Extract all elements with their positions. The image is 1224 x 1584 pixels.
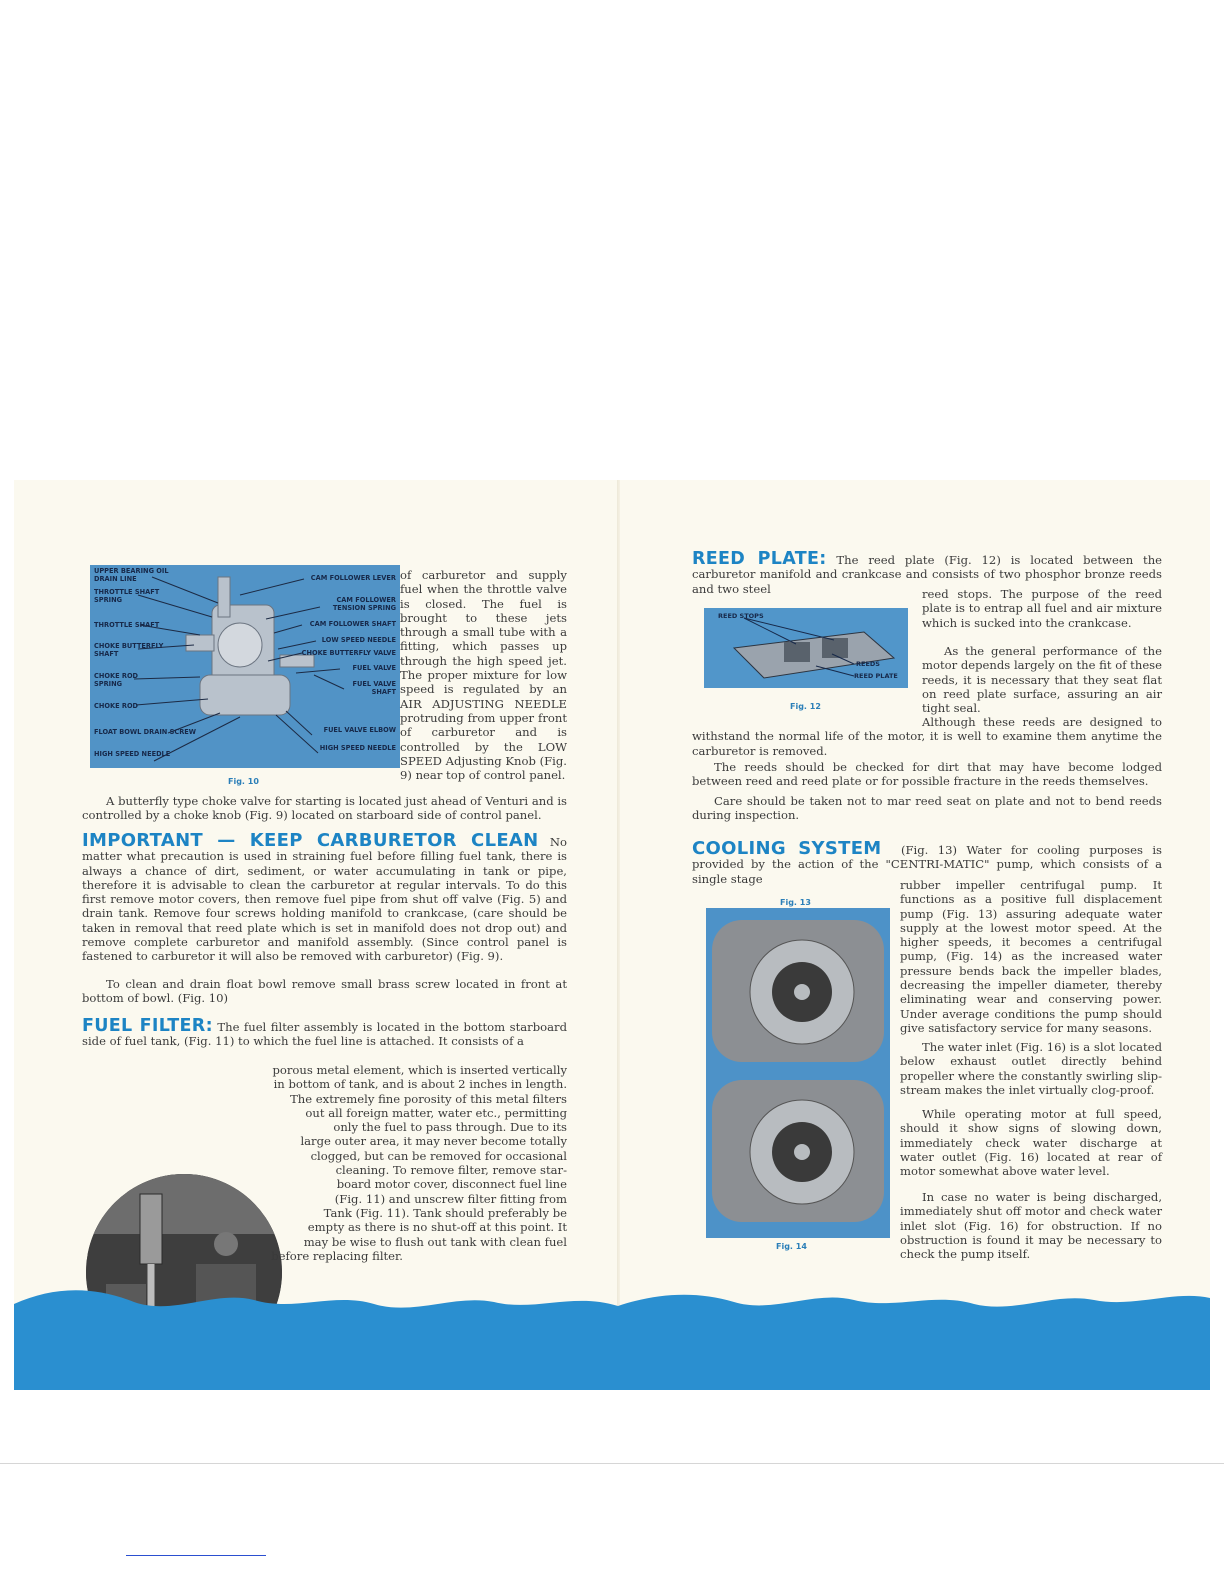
label-high-speed-needle-right: HIGH SPEED NEEDLE <box>319 744 396 752</box>
fuel-filter-line: large outer area, it may never become totally <box>300 1134 567 1149</box>
page-left <box>14 480 618 1390</box>
reed-plate-heading: REED PLATE: <box>692 549 827 569</box>
impeller-illustration <box>706 908 890 1238</box>
fuel-filter-line: may be wise to flush out tank with clean fuel <box>303 1234 567 1249</box>
label-reed-plate: REED PLATE <box>854 672 898 680</box>
carburetor-side-text: of carburetor and supply fuel when the throttle valve is closed. The fuel is brought to these jets through a small tube with a fitting, which passes up through the high speed jet. The proper mixture for low speed is regulated by an AIR ADJUSTING NEEDLE protruding from upper front of carburetor and is controlled by the LOW SPEED Adjusting Knob (Fig. 9) near top of control panel. <box>400 568 567 783</box>
reed-although-span: Although these reeds are designed to withstand the normal life of the motor, it is well to examine them anytime the carburetor is removed. <box>692 715 1162 758</box>
label-float-bowl-drain-screw: FLOAT BOWL DRAIN SCREW <box>94 728 197 736</box>
fuel-filter-line: board motor cover, disconnect fuel line <box>336 1177 567 1192</box>
fuel-filter-line: in bottom of tank, and is about 2 inches in length. <box>273 1077 567 1092</box>
label-throttle-shaft-spring: THROTTLE SHAFT SPRING <box>94 588 160 604</box>
label-cam-follower-tension-spring: CAM FOLLOWER TENSION SPRING <box>332 596 396 612</box>
important-heading: IMPORTANT — KEEP CARBURETOR CLEAN <box>82 830 539 851</box>
fuel-filter-line: cleaning. To remove filter, remove star- <box>335 1163 567 1178</box>
fig13-caption: Fig. 13 <box>780 898 811 907</box>
reed-performance-text: As the general performance of the motor depends largely on the fit of these reeds, it is necessary that they seat flat on reed plate surface, assuring an air tight seal. <box>922 644 1162 716</box>
float-bowl-paragraph: To clean and drain float bowl remove small brass screw located in front at bottom of bowl. (Fig. 10) <box>82 977 567 1006</box>
figure-10-carburetor <box>90 565 400 768</box>
operating-text: While operating motor at full speed, should it show signs of slowing down, immediately check water discharge at water outlet (Fig. 16) located at rear of motor somewhat above water level. <box>900 1107 1162 1179</box>
fuel-filter-line: (Fig. 11) and unscrew filter fitting from <box>334 1191 567 1206</box>
label-choke-butterfly-shaft: CHOKE BUTTERFLY SHAFT <box>94 642 164 658</box>
label-low-speed-needle: LOW SPEED NEEDLE <box>321 636 396 644</box>
fuel-filter-line: Tank (Fig. 11). Tank should preferably be <box>323 1205 567 1220</box>
cooling-system-heading: COOLING SYSTEM <box>692 838 882 859</box>
fuel-filter-line: out all foreign matter, water etc., permitting <box>305 1105 567 1120</box>
label-choke-rod-spring: CHOKE ROD SPRING <box>94 672 139 688</box>
important-section <box>82 830 567 964</box>
important-text: No matter what precaution is used in straining fuel before filling fuel tank, there is always a chance of dirt, sediment, or water accumulating in tank or pipe, therefore it is advisable to clean the carburetor at regular intervals. To do this first remove motor covers, then remove fuel pipe from shut off valve (Fig. 5) and drain tank. Remove four screws holding manifold to crankcase, (care should be taken in removal that reed plate which is set in manifold does not drop out) and remove complete carburetor and manifold assembly. (Since control panel is fastened to carburetor it will also be removed with carburetor) (Fig. 9). <box>82 835 567 964</box>
label-cam-follower-shaft: CAM FOLLOWER SHAFT <box>309 620 396 628</box>
footnote-rule <box>126 1555 266 1556</box>
cooling-side-text: rubber impeller centrifugal pump. It functions as a positive full displacement pump (Fig. 13) assuring adequate water supply at the lowest motor speed. At the higher speeds, it becomes a centrifugal pump, (Fig. 14) as the increased water pressure bends back the impeller blades, decreasing the impeller diameter, thereby eliminating wear and conserving power. Under average conditions the pump should give satisfactory service for many seasons. <box>900 878 1162 1035</box>
reed-checked-text: The reeds should be checked for dirt that may have become lodged between reed and reed plate or for possible fracture in the reeds themselves. <box>692 760 1162 789</box>
label-fuel-valve-elbow: FUEL VALVE ELBOW <box>323 726 396 734</box>
figure-12-reed-plate <box>704 608 908 688</box>
label-high-speed-needle-left: HIGH SPEED NEEDLE <box>94 750 171 758</box>
fig14-caption: Fig. 14 <box>776 1242 807 1251</box>
reed-plate-lead: The reed plate (Fig. 12) is located between the carburetor manifold and crankcase and consists of two phosphor bronze reeds and two steel <box>692 553 1163 596</box>
fuel-filter-line: porous metal element, which is inserted vertically <box>272 1063 567 1077</box>
reed-side-text: reed stops. The purpose of the reed plate is to entrap all fuel and air mixture which is sucked into the crankcase. <box>922 587 1162 630</box>
label-reed-stops: REED STOPS <box>718 612 764 620</box>
fig10-caption: Fig. 10 <box>228 777 259 786</box>
label-upper-bearing: UPPER BEARING OIL DRAIN LINE <box>94 567 169 583</box>
cooling-lead: (Fig. 13) Water for cooling purposes is provided by the action of the "CENTRI-MATIC" pump, which consists of a single stage <box>692 843 1162 886</box>
fuel-filter-section <box>82 1016 567 1049</box>
page-right <box>620 480 1210 1390</box>
fuel-filter-line: clogged, but can be removed for occasional <box>310 1148 567 1163</box>
label-choke-rod: CHOKE ROD <box>94 702 139 710</box>
label-reeds: REEDS <box>856 660 880 668</box>
reed-although-text <box>692 715 1162 758</box>
booklet-spread <box>14 480 1210 1390</box>
figure-13-14-pump-photos <box>706 908 890 1238</box>
wave-decoration <box>14 1286 1210 1390</box>
fuel-filter-line: only the fuel to pass through. Due to its <box>333 1120 567 1135</box>
fuel-filter-lead: The fuel filter assembly is located in the bottom starboard side of fuel tank, (Fig. 11) to which the fuel line is attached. It consists of a <box>82 1020 567 1049</box>
fuel-filter-line: empty as there is no shut-off at this point. It <box>307 1220 567 1235</box>
fuel-filter-line: before replacing filter. <box>271 1248 403 1263</box>
no-water-text: In case no water is being discharged, immediately shut off motor and check water inlet slot (Fig. 16) for obstruction. If no obstruction is found it may be necessary to check the pump itself. <box>900 1190 1162 1262</box>
scan-edge-line <box>0 1463 1224 1464</box>
fuel-filter-line: The extremely fine porosity of this metal filters <box>290 1091 567 1106</box>
choke-paragraph: A butterfly type choke valve for starting is located just ahead of Venturi and is controlled by a choke knob (Fig. 9) located on starboard side of control panel. <box>82 794 567 823</box>
label-choke-butterfly-valve: CHOKE BUTTERFLY VALVE <box>301 649 396 657</box>
fuel-filter-wrap-text <box>254 1063 567 1263</box>
reed-care-text: Care should be taken not to mar reed seat on plate and not to bend reeds during inspection. <box>692 794 1162 823</box>
fig12-caption: Fig. 12 <box>790 702 821 711</box>
water-inlet-text: The water inlet (Fig. 16) is a slot located below exhaust outlet directly behind propeller where the constantly swirling slip-stream makes the inlet virtually clog-proof. <box>900 1040 1162 1097</box>
label-fuel-valve-shaft: FUEL VALVE SHAFT <box>352 680 396 696</box>
label-cam-follower-lever: CAM FOLLOWER LEVER <box>310 574 396 582</box>
label-throttle-shaft: THROTTLE SHAFT <box>94 621 160 629</box>
fuel-filter-heading: FUEL FILTER: <box>82 1016 213 1036</box>
label-fuel-valve: FUEL VALVE <box>352 664 396 672</box>
